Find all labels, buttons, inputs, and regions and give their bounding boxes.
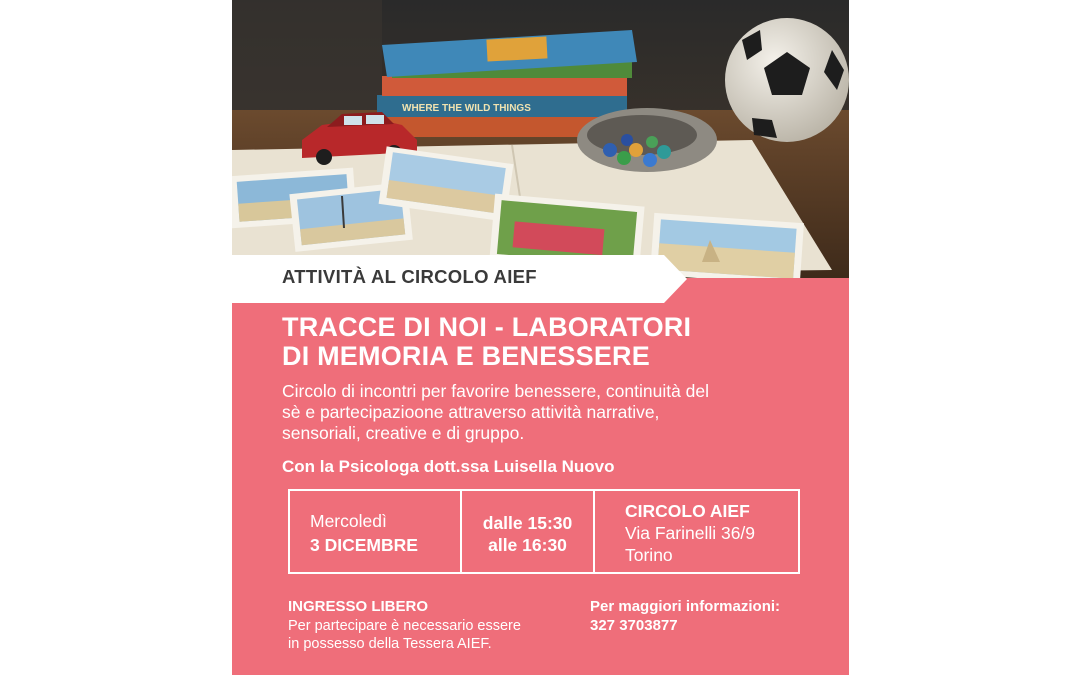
event-weekday: Mercoledì (310, 511, 387, 531)
host-line: Con la Psicologa dott.ssa Luisella Nuovo (282, 457, 615, 476)
membership-note (288, 617, 548, 653)
free-entry-title: INGRESSO LIBERO (288, 598, 429, 615)
venue-cell (595, 491, 800, 572)
event-title-line1: TRACCE DI NOI - LABORATORI (282, 312, 692, 342)
contact-title: Per maggiori informazioni: (590, 598, 781, 615)
soccer-ball (725, 18, 849, 142)
time-cell (462, 491, 595, 572)
book-spine-text: WHERE THE WILD THINGS (402, 103, 531, 114)
event-details-box (288, 489, 800, 574)
memories-table-illustration (232, 0, 849, 278)
contact-phone[interactable]: 327 3703877 (590, 617, 678, 634)
event-poster (232, 0, 849, 675)
description-line2: sè e partecipazioone attraverso attività narrative, (282, 402, 660, 422)
marbles-bag (577, 108, 717, 172)
event-title-line2: DI MEMORIA E BENESSERE (282, 341, 650, 371)
time-start: dalle 15:30 (482, 513, 573, 533)
event-date: 3 DICEMBRE (310, 535, 418, 555)
venue-address: Via Farinelli 36/9 (625, 523, 756, 543)
header-photo (232, 0, 849, 278)
time-end: alle 16:30 (488, 535, 567, 555)
event-description (282, 381, 812, 444)
date-cell (290, 491, 462, 572)
description-line3: sensoriali, creative e di gruppo. (282, 423, 525, 443)
description-line1: Circolo di incontri per favorire benessere, continuità del (282, 381, 710, 401)
venue-name: CIRCOLO AIEF (625, 501, 750, 521)
event-title (282, 313, 822, 371)
membership-note-line2: in possesso della Tessera AIEF. (288, 636, 492, 652)
category-label: ATTIVITÀ AL CIRCOLO AIEF (282, 266, 537, 287)
membership-note-line1: Per partecipare è necessario essere (288, 618, 521, 634)
venue-city: Torino (625, 545, 673, 565)
